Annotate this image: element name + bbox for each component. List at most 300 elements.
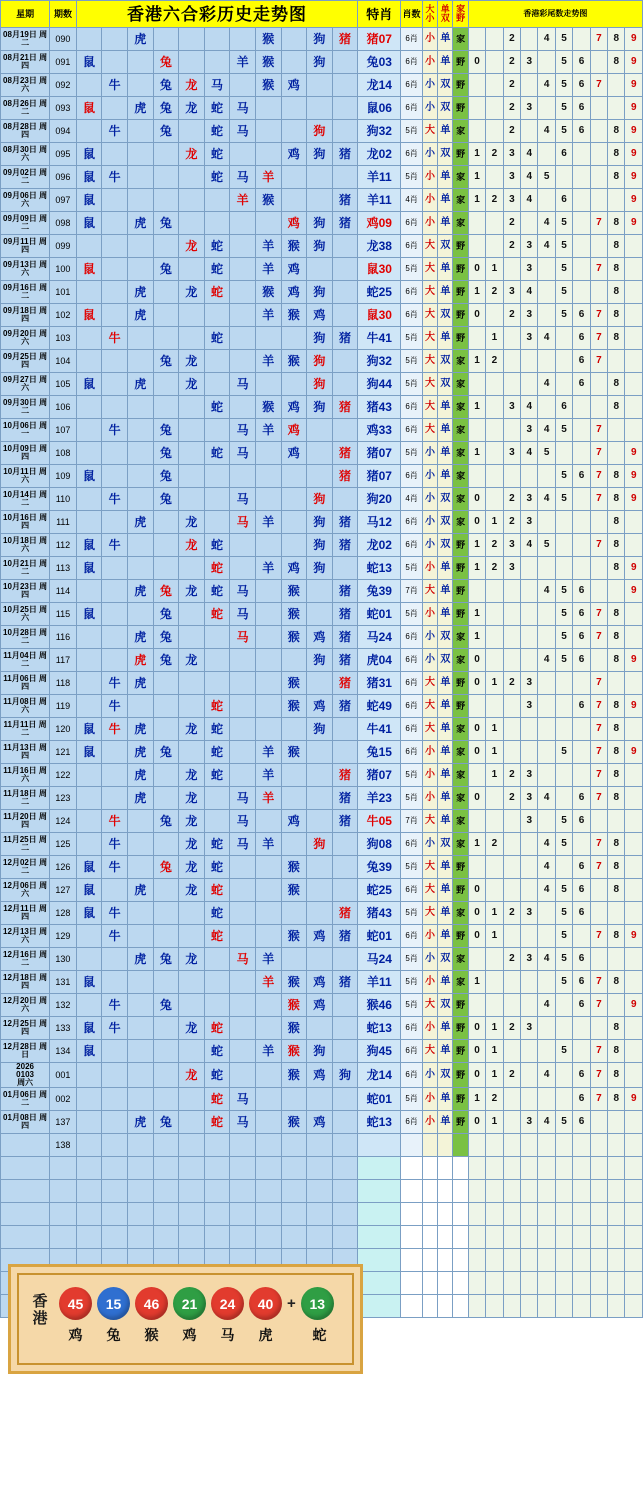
empty-cell [230,902,256,925]
homewild-cell: 家 [453,419,468,442]
tail-cell [503,1249,520,1272]
empty-cell [255,488,281,511]
empty-cell [230,856,256,879]
zodiac-cell: 羊 [255,557,281,580]
tail-cell: 0 [468,1017,485,1040]
tail-cell: 2 [503,97,520,120]
tail-cell [468,327,485,350]
bigsmall-cell: 小 [422,787,437,810]
homewild-cell: 野 [453,51,468,74]
empty-cell [179,672,205,695]
zodiac-cell: 马 [230,603,256,626]
table-row [1,557,643,580]
homewild-cell: 家 [453,971,468,994]
tail-cell: 9 [625,649,643,672]
empty-cell [281,1203,307,1226]
zodiac-cell: 兔 [153,258,179,281]
tail-cell [625,350,643,373]
issue-number: 115 [50,603,77,626]
zodiac-cell: 兔 [153,741,179,764]
tail-cell: 3 [503,557,520,580]
tail-cell [625,1157,643,1180]
tail-cell: 5 [555,810,572,833]
empty-cell [153,879,179,902]
tail-cell: 0 [468,258,485,281]
table-row [1,1111,643,1134]
empty-cell [255,925,281,948]
tail-cell: 5 [555,488,572,511]
issue-number: 105 [50,373,77,396]
special-zodiac [358,1157,401,1180]
zodiac-cell: 鸡 [281,212,307,235]
empty-cell [332,718,358,741]
empty-cell [76,994,102,1017]
tail-cell [521,879,538,902]
tail-cell: 1 [486,258,503,281]
empty-cell [102,281,128,304]
issue-number: 125 [50,833,77,856]
zodiac-cell: 牛 [102,718,128,741]
empty-cell [255,442,281,465]
oddeven-cell: 双 [438,626,453,649]
zodiac-cell: 鼠 [76,1040,102,1063]
oddeven-cell: 双 [438,948,453,971]
zodiac-cell: 龙 [179,534,205,557]
empty-cell [153,1063,179,1088]
tail-cell [590,189,607,212]
tail-cell [521,465,538,488]
tail-cell [503,373,520,396]
table-row [1,51,643,74]
tail-cell [468,28,485,51]
oddeven-cell: 双 [438,304,453,327]
special-zodiac [358,1295,401,1318]
empty-cell [307,166,333,189]
zodiac-cell: 狗 [307,396,333,419]
zodiac-cell: 蛇 [204,557,230,580]
tail-cell [468,1134,485,1157]
zodiac-cell: 狗 [332,1063,358,1088]
zodiac-cell: 虎 [127,1111,153,1134]
tail-cell [538,465,555,488]
lottery-ball: 13 [301,1287,334,1320]
empty-cell [281,465,307,488]
empty-cell [102,258,128,281]
tail-cell: 6 [573,1088,590,1111]
tail-cell: 6 [573,350,590,373]
empty-cell [281,534,307,557]
tail-cell [608,1157,625,1180]
oddeven-cell: 单 [438,971,453,994]
table-row [1,741,643,764]
ball-zodiac-label: 虎 [258,1327,273,1343]
empty-cell [230,1226,256,1249]
empty-cell [230,212,256,235]
tail-cell: 7 [590,212,607,235]
table-row [1,603,643,626]
homewild-cell: 家 [453,465,468,488]
homewild-cell: 家 [453,649,468,672]
empty-cell [102,626,128,649]
bigsmall-cell: 大 [422,120,437,143]
tail-cell [486,603,503,626]
tail-cell [625,948,643,971]
empty-cell [255,1180,281,1203]
table-row [1,879,643,902]
tail-cell: 8 [608,258,625,281]
tail-cell: 2 [503,488,520,511]
zodiac-cell: 马 [230,580,256,603]
empty-cell [204,1203,230,1226]
empty-cell [179,695,205,718]
tail-cell: 4 [538,787,555,810]
tail-cell: 7 [590,258,607,281]
tail-cell: 1 [468,189,485,212]
empty-cell [179,925,205,948]
zodiac-cell: 牛 [102,994,128,1017]
zodiac-cell: 牛 [102,833,128,856]
tail-cell: 1 [486,1017,503,1040]
tail-cell [486,1203,503,1226]
empty-cell [153,695,179,718]
tail-cell: 7 [590,74,607,97]
tail-cell [503,350,520,373]
tail-cell [538,396,555,419]
zodiac-cell: 狗 [307,557,333,580]
tail-cell [538,1249,555,1272]
tail-cell: 6 [573,649,590,672]
empty-cell [204,350,230,373]
zodiac-cell: 牛 [102,419,128,442]
oddeven-cell: 单 [438,925,453,948]
tail-cell: 4 [538,74,555,97]
bigsmall-cell: 大 [422,396,437,419]
tail-cell [625,833,643,856]
empty-cell [281,28,307,51]
empty-cell [127,1157,153,1180]
empty-cell [102,1088,128,1111]
empty-cell [281,764,307,787]
special-zodiac: 羊11 [358,971,401,994]
zodiac-cell: 蛇 [204,281,230,304]
tail-cell: 2 [486,833,503,856]
oddeven-cell: 单 [438,1111,453,1134]
empty-cell [127,166,153,189]
tail-cell [625,511,643,534]
zodiac-cell: 猪 [332,695,358,718]
zodiac-cell: 猪 [332,511,358,534]
empty-cell [102,649,128,672]
table-row [1,1134,643,1157]
issue-number: 133 [50,1017,77,1040]
tail-cell: 3 [521,787,538,810]
zodiac-cell: 鼠 [76,879,102,902]
empty-cell [307,1180,333,1203]
oddeven-cell: 双 [438,994,453,1017]
draw-date: 10月09日 周四 [1,442,50,465]
tail-cell: 1 [468,350,485,373]
draw-date: 01月06日 周二 [1,1088,50,1111]
tail-cell [555,1063,572,1088]
empty-cell [76,672,102,695]
zodiac-cell: 牛 [102,74,128,97]
empty-cell [179,442,205,465]
tail-cell [468,419,485,442]
tail-cell [608,580,625,603]
draw-date: 12月28日 周日 [1,1040,50,1063]
empty-cell [127,51,153,74]
empty-cell [153,373,179,396]
zodiac-cell: 马 [230,810,256,833]
tail-cell [538,1157,555,1180]
col-header-special: 特肖 [358,1,401,28]
bigsmall-cell: 小 [422,603,437,626]
tail-cell: 8 [608,764,625,787]
tail-cell [503,1226,520,1249]
bigsmall-cell: 大 [422,810,437,833]
tail-cell: 0 [468,304,485,327]
empty-cell [422,1180,437,1203]
tail-cell: 3 [521,948,538,971]
tail-cell: 7 [590,856,607,879]
empty-cell [281,833,307,856]
table-row [1,718,643,741]
tail-cell [573,419,590,442]
zodiac-cell: 兔 [153,1111,179,1134]
tail-cell [625,672,643,695]
special-zodiac: 蛇25 [358,879,401,902]
tail-cell [521,373,538,396]
tail-cell: 7 [590,787,607,810]
draw-date: 11月06日 周四 [1,672,50,695]
draw-date: 11月25日 周二 [1,833,50,856]
zodiac-cell: 兔 [153,948,179,971]
tail-cell: 6 [573,465,590,488]
zodiac-cell: 兔 [153,74,179,97]
special-zodiac: 马24 [358,626,401,649]
tail-cell [538,1180,555,1203]
tail-cell: 7 [590,695,607,718]
draw-date: 10月28日 周二 [1,626,50,649]
zodiac-cell: 蛇 [204,396,230,419]
zodiac-cell: 狗 [307,718,333,741]
zodiac-cell: 猪 [332,396,358,419]
empty-cell [76,626,102,649]
tail-cell: 6 [573,580,590,603]
issue-number: 097 [50,189,77,212]
tail-cell: 4 [538,856,555,879]
special-zodiac: 龙02 [358,143,401,166]
tail-cell: 3 [521,810,538,833]
empty-cell [332,741,358,764]
page-title: 香港六合彩历史走势图 [76,1,358,28]
empty-cell [153,557,179,580]
tail-cell [538,902,555,925]
tail-cell: 5 [555,419,572,442]
empty-cell [179,1111,205,1134]
tail-cell [521,649,538,672]
empty-cell [153,1088,179,1111]
zodiac-cell: 虎 [127,741,153,764]
tail-cell [468,1249,485,1272]
issue-number: 108 [50,442,77,465]
special-zodiac: 羊11 [358,189,401,212]
empty-cell [230,281,256,304]
issue-number: 111 [50,511,77,534]
tail-cell: 1 [468,396,485,419]
empty-cell [204,948,230,971]
empty-cell [401,1157,423,1180]
empty-cell [255,465,281,488]
draw-date: 09月13日 周六 [1,258,50,281]
empty-cell [127,1088,153,1111]
zodiac-cell: 猪 [332,465,358,488]
zodiac-cell: 猴 [281,994,307,1017]
tail-cell [468,235,485,258]
tail-cell [503,994,520,1017]
issue-number [50,1226,77,1249]
oddeven-cell: 双 [438,97,453,120]
empty-cell [255,212,281,235]
empty-cell [127,74,153,97]
empty-cell [153,902,179,925]
lottery-ball: 45 [59,1287,92,1320]
empty-cell [153,1203,179,1226]
draw-date [1,1157,50,1180]
bigsmall-cell: 大 [422,373,437,396]
tail-cell [503,1295,520,1318]
tail-cell [625,1203,643,1226]
tail-cell: 1 [468,833,485,856]
tail-cell: 4 [538,373,555,396]
bigsmall-cell: 大 [422,304,437,327]
table-row [1,28,643,51]
special-zodiac: 牛05 [358,810,401,833]
tail-cell: 4 [538,833,555,856]
tail-cell [608,442,625,465]
empty-cell [76,396,102,419]
empty-cell [230,741,256,764]
bigsmall-cell: 小 [422,511,437,534]
zodiac-cell: 狗 [307,649,333,672]
tail-cell [573,28,590,51]
table-row [1,787,643,810]
table-row [1,235,643,258]
empty-cell [255,97,281,120]
tail-cell: 9 [625,442,643,465]
zodiac-cell: 龙 [179,764,205,787]
tail-cell: 6 [573,695,590,718]
empty-cell [230,1040,256,1063]
tail-cell [503,718,520,741]
zodiac-cell: 蛇 [204,235,230,258]
special-zodiac: 兔39 [358,856,401,879]
empty-cell [255,718,281,741]
zodiac-count-cell: 6肖 [401,419,423,442]
special-zodiac: 蛇13 [358,1111,401,1134]
empty-cell [230,143,256,166]
empty-cell [332,97,358,120]
special-zodiac [358,1226,401,1249]
tail-cell [590,1111,607,1134]
tail-cell [573,1272,590,1295]
tail-cell [590,511,607,534]
tail-cell [521,1157,538,1180]
empty-cell [127,1017,153,1040]
tail-cell [521,1040,538,1063]
tail-cell: 8 [608,373,625,396]
oddeven-cell: 单 [438,580,453,603]
homewild-cell: 野 [453,1017,468,1040]
special-zodiac: 马24 [358,948,401,971]
issue-number: 114 [50,580,77,603]
empty-cell [76,120,102,143]
empty-cell [153,304,179,327]
zodiac-cell: 虎 [127,649,153,672]
bigsmall-cell: 大 [422,672,437,695]
tail-cell [486,1180,503,1203]
homewild-cell: 野 [453,672,468,695]
zodiac-count-cell: 5肖 [401,1088,423,1111]
tail-cell [468,948,485,971]
tail-cell [573,189,590,212]
empty-cell [76,925,102,948]
empty-cell [204,787,230,810]
special-zodiac: 狗44 [358,373,401,396]
tail-cell: 6 [573,626,590,649]
tail-cell [608,810,625,833]
empty-cell [281,51,307,74]
tail-cell: 9 [625,28,643,51]
tail-cell [538,971,555,994]
table-row [1,833,643,856]
tail-cell [486,396,503,419]
empty-cell [76,419,102,442]
zodiac-cell: 蛇 [204,925,230,948]
homewild-cell: 家 [453,189,468,212]
special-zodiac: 兔39 [358,580,401,603]
empty-cell [307,948,333,971]
issue-number: 122 [50,764,77,787]
tail-cell [590,580,607,603]
tail-cell: 0 [468,741,485,764]
tail-cell [573,1226,590,1249]
tail-cell [625,902,643,925]
tail-cell [608,902,625,925]
zodiac-cell: 蛇 [204,442,230,465]
issue-number: 138 [50,1134,77,1157]
zodiac-cell: 兔 [153,649,179,672]
tail-cell: 6 [555,143,572,166]
empty-cell [422,1157,437,1180]
tail-cell: 4 [538,120,555,143]
oddeven-cell: 双 [438,74,453,97]
tail-cell: 8 [608,695,625,718]
zodiac-cell: 鼠 [76,718,102,741]
zodiac-cell: 鸡 [307,1063,333,1088]
empty-cell [102,1063,128,1088]
zodiac-cell: 龙 [179,1063,205,1088]
tail-cell: 3 [503,534,520,557]
zodiac-cell: 羊 [230,189,256,212]
tail-cell: 7 [590,419,607,442]
zodiac-cell: 兔 [153,97,179,120]
tail-cell: 8 [608,212,625,235]
issue-number: 131 [50,971,77,994]
zodiac-cell: 猴 [281,1017,307,1040]
empty-cell [102,143,128,166]
tail-cell [625,787,643,810]
